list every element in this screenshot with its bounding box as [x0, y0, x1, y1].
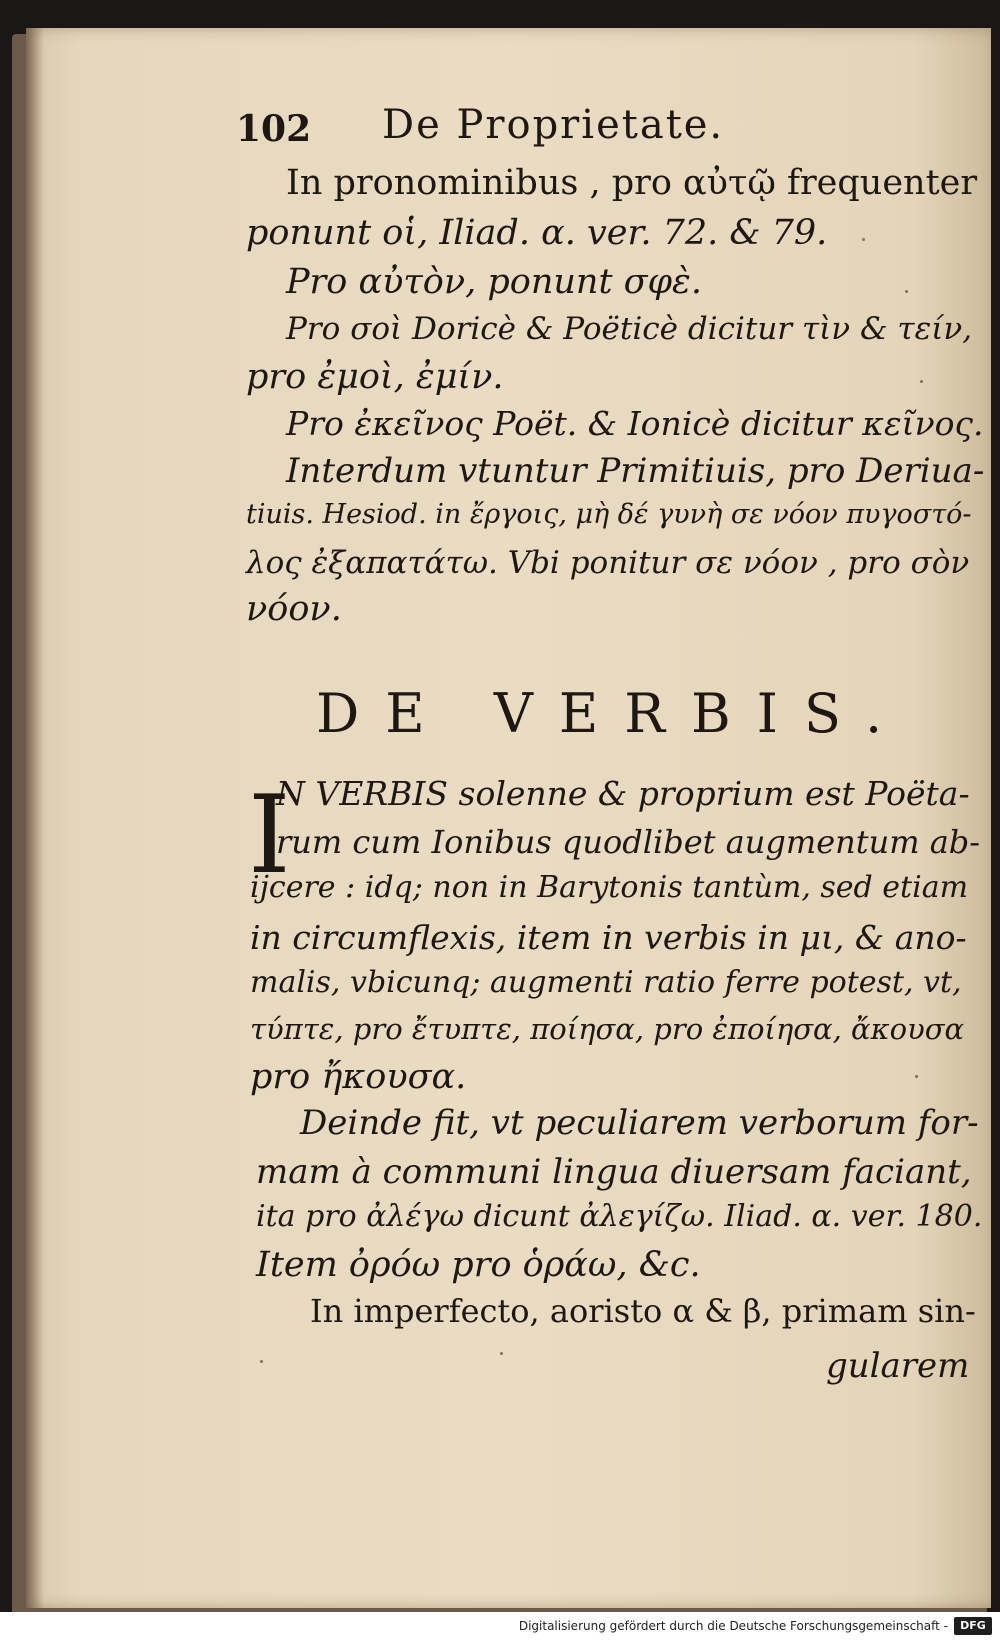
text-line-1: In pronominibus , pro αὐτῷ frequenter — [286, 163, 978, 203]
verbis-line-11: Item ὀρόω pro ὁράω, &c. — [256, 1245, 701, 1285]
paper-speck — [862, 238, 865, 241]
paper-speck — [905, 290, 908, 293]
paper-speck — [920, 380, 923, 383]
text-line-6: Pro ἐκεῖνος Poët. & Ionicè dicitur κεῖνος. — [286, 404, 984, 443]
catchword: gularem — [826, 1346, 970, 1386]
footer-credit: Digitalisierung gefördert durch die Deutsche Forschungsgemeinschaft - — [518, 1619, 948, 1633]
paper-speck — [915, 1075, 918, 1078]
verbis-line-9: mam à communi lingua diuersam faciant, — [256, 1152, 972, 1192]
text-line-3: Pro αὐτὸν, ponunt σφὲ. — [286, 262, 702, 302]
verbis-line-7: pro ἤκουσα. — [250, 1057, 467, 1097]
verbis-line-8: Deinde fit, vt peculiarem verborum for- — [300, 1103, 979, 1143]
text-line-7: Interdum vtuntur Primitiuis, pro Deriua- — [286, 451, 985, 491]
paper-speck — [500, 1352, 503, 1355]
verbis-line-4: in circumflexis, item in verbis in μι, & ano- — [250, 918, 967, 957]
text-line-10: νόον. — [246, 589, 342, 629]
verbis-line-1: N VERBIS solenne & proprium est Poëta- — [276, 774, 970, 813]
text-line-2: ponunt οἱ, Iliad. α. ver. 72. & 79. — [246, 213, 828, 253]
verbis-line-12: In imperfecto, aoristo α & β, primam sin- — [310, 1292, 976, 1330]
verbis-line-6: τύπτε, pro ἔτυπτε, ποίησα, pro ἐποίησα, ἄκουσα — [250, 1012, 965, 1046]
text-line-5: pro ἐμοὶ, ἐμίν. — [246, 357, 504, 397]
drop-cap: I — [248, 773, 291, 898]
spine-shadow — [26, 28, 44, 1608]
section-heading: DE VERBIS. — [316, 682, 909, 745]
verbis-line-3: ijcere : idq; non in Barytonis tantùm, sed etiam — [250, 870, 969, 905]
footer-bar — [0, 1612, 1000, 1643]
text-line-4: Pro σοὶ Doricè & Poëticè dicitur τὶν & τείν, — [286, 311, 973, 347]
verbis-line-2: rum cum Ionibus quodlibet augmentum ab- — [276, 823, 981, 861]
verbis-line-5: malis, vbicunq; augmenti ratio ferre potest, vt, — [250, 965, 962, 1000]
page-number: 102 — [236, 108, 312, 150]
running-title: De Proprietate. — [382, 102, 725, 148]
dfg-logo: DFG — [954, 1617, 992, 1635]
verbis-line-10: ita pro ἀλέγω dicunt ἀλεγίζω. Iliad. α. ver. 180. — [256, 1199, 983, 1234]
text-line-9: λος ἐξαπατάτω. Vbi ponitur σε νόον , pro σὸν — [246, 545, 970, 581]
text-line-8: tiuis. Hesiod. in ἔργοις, μὴ δέ γυνὴ σε νόον πυγοστό- — [246, 499, 972, 530]
paper-speck — [260, 1360, 263, 1363]
